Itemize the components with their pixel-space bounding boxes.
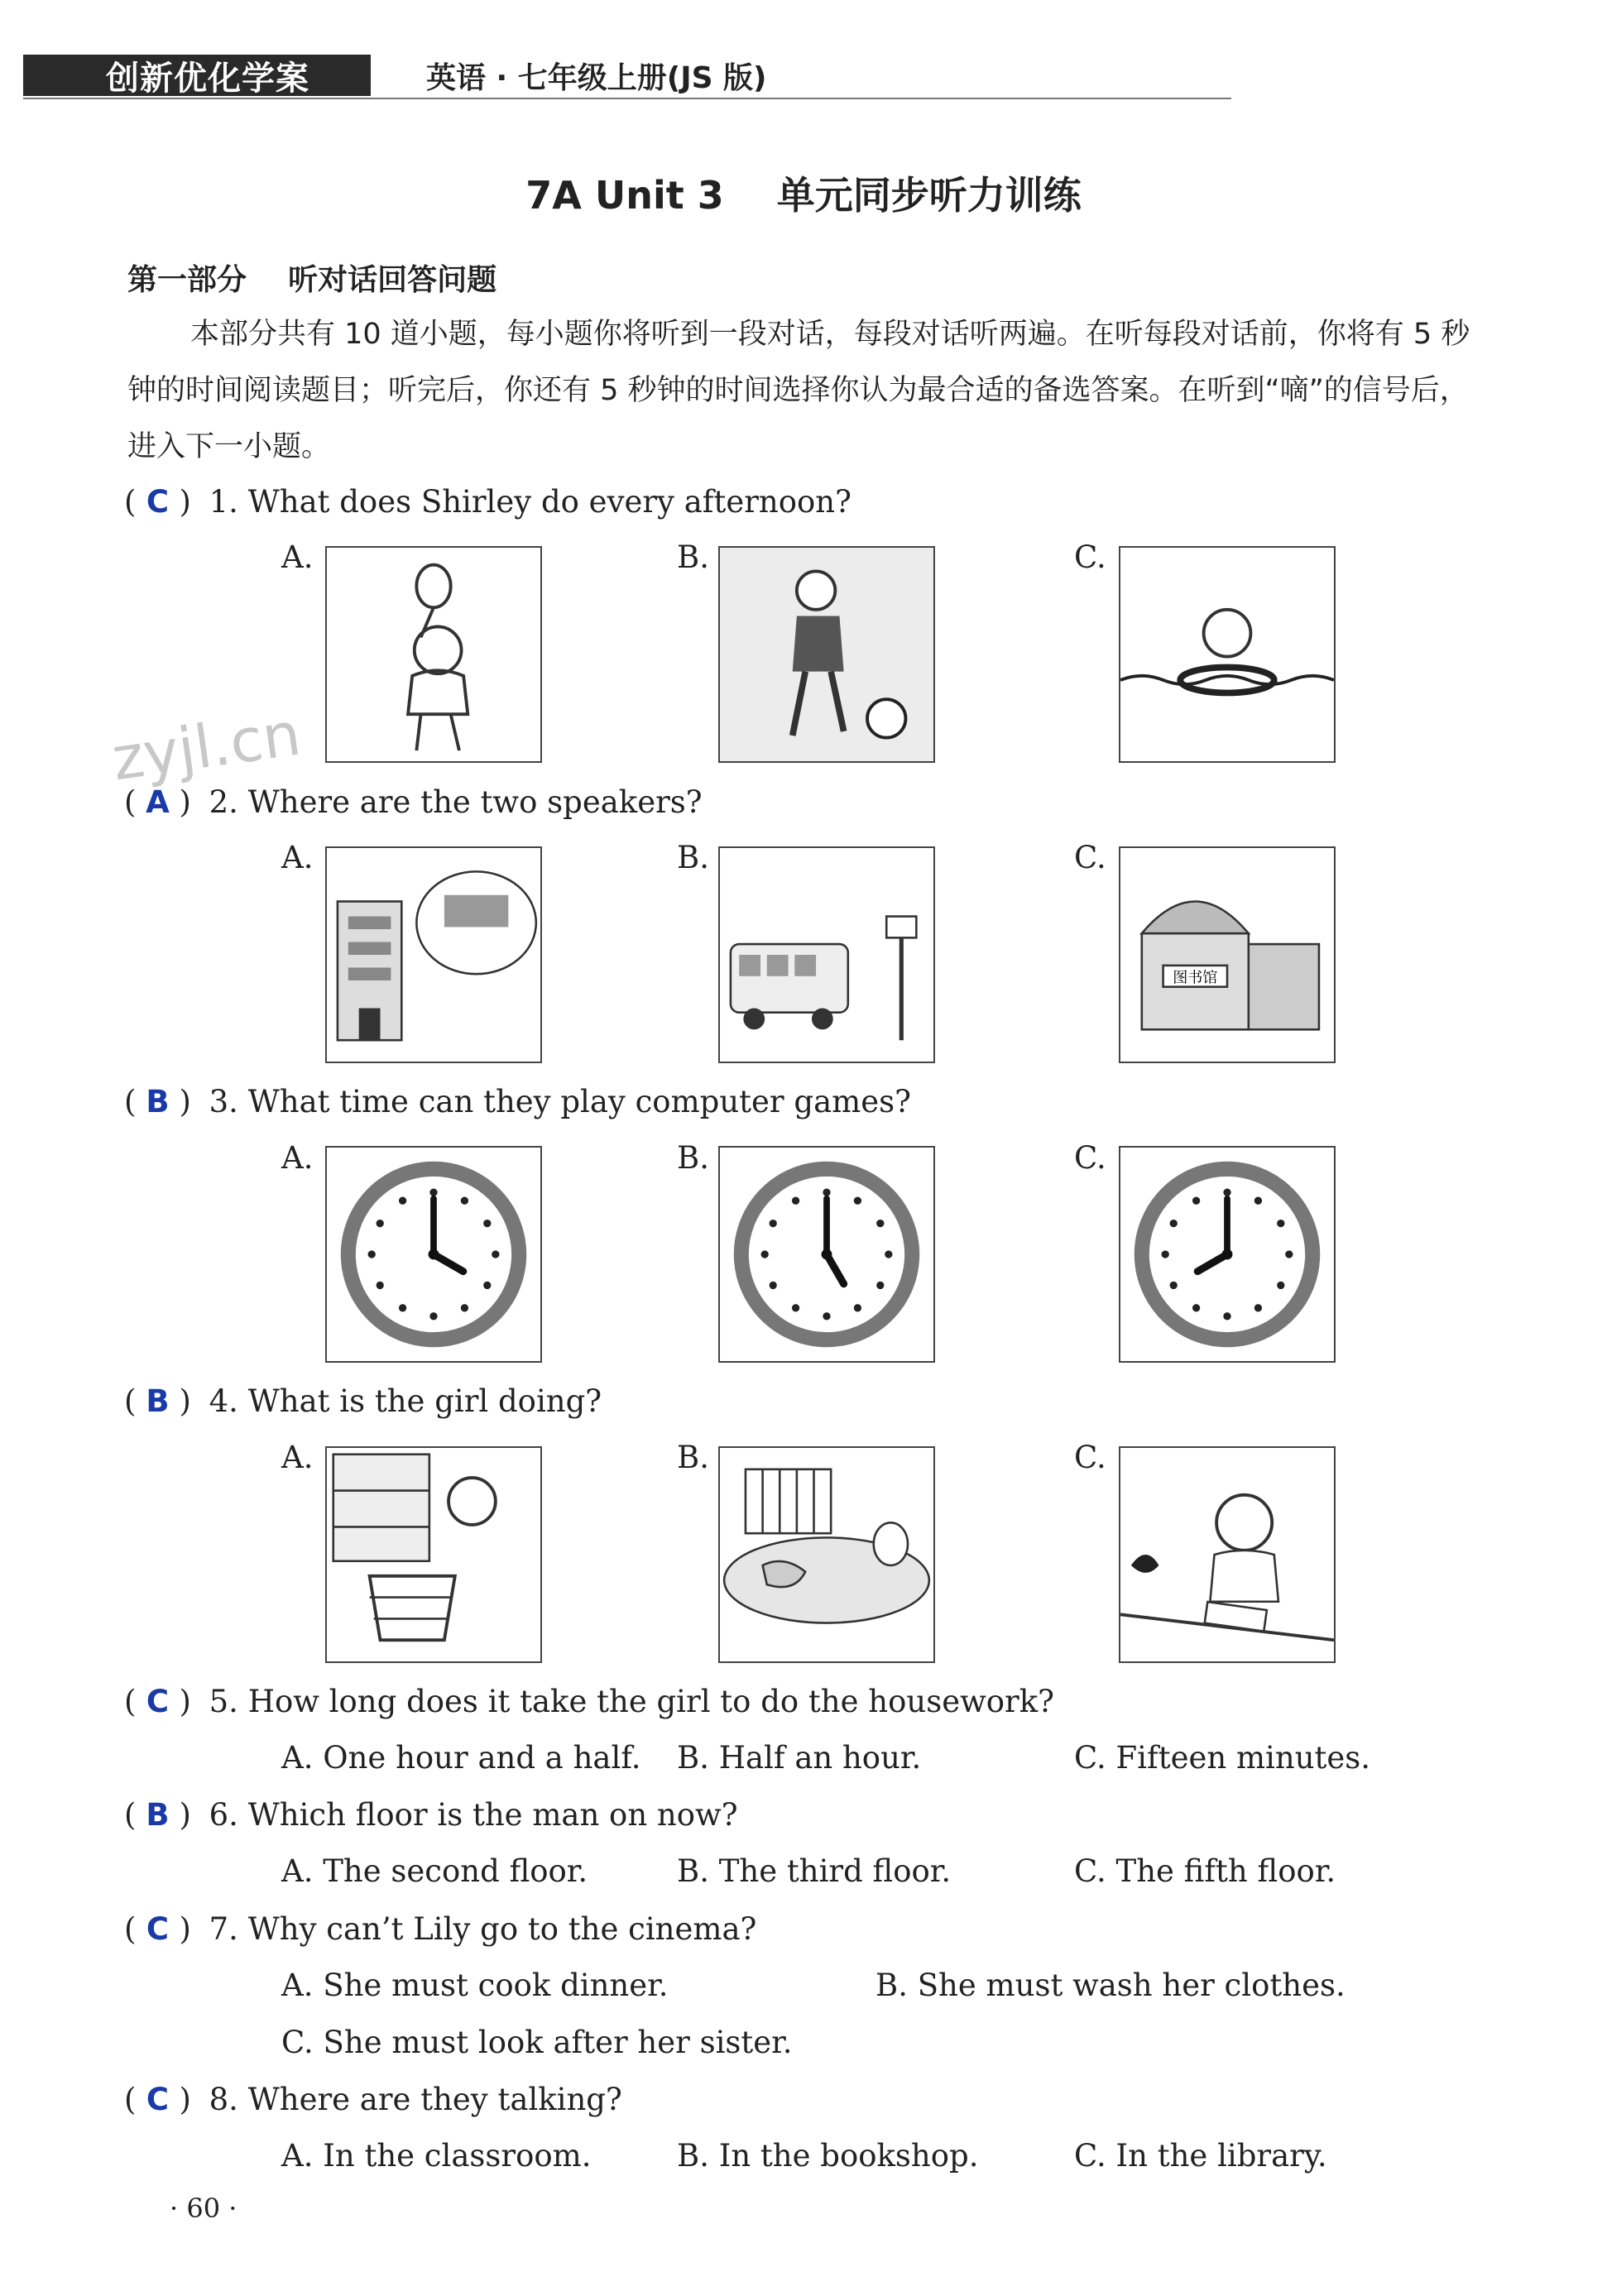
answer-mark: B [146,1383,170,1419]
question-stem: 5. How long does it take the girl to do the housework? [209,1684,1054,1719]
question-5: ( C ) 5. How long does it take the girl to do the housework? [124,1684,1054,1719]
part-heading: 第一部分 听对话回答问题 [127,263,497,297]
clock-tick [1170,1282,1178,1289]
clock-tick [1277,1282,1284,1289]
question-stem: 3. What time can they play computer games? [209,1084,911,1119]
clock-tick [377,1220,384,1227]
header-band [23,55,371,96]
answer-mark: B [146,1084,170,1119]
clock-tick [770,1220,777,1227]
clock-tick [854,1197,861,1205]
clock-tick [792,1304,799,1311]
page-number: · 60 · [170,2193,237,2224]
clock-tick [399,1197,406,1205]
option-a: A. In the classroom. [281,2138,592,2174]
question-stem: 6. Which floor is the man on now? [209,1797,738,1833]
clock-tick [1254,1304,1262,1311]
option-b: B. The third floor. [677,1853,952,1889]
clock-tick [1192,1304,1200,1311]
answer-mark: C [146,1911,170,1947]
option-c: C. In the library. [1074,2138,1327,2174]
clock-tick [429,1189,437,1196]
option-label: A. [281,1140,314,1176]
option-c: C. She must look after her sister. [281,2025,793,2060]
option-label: B. [677,840,709,875]
watermark: zyjl.cn [108,698,305,794]
question-8: ( C ) 8. Where are they talking? [124,2082,622,2117]
clock-tick [492,1250,499,1258]
clock-five-picture [718,1146,935,1363]
answer-mark: C [146,1684,170,1719]
header-divider [23,98,1231,99]
question-stem: 2. Where are the two speakers? [209,784,703,820]
clock-tick [761,1250,769,1258]
clock-tick [876,1282,884,1289]
option-label: A. [281,539,314,575]
clock-tick [885,1250,892,1258]
brand-title: 创新优化学案 [106,59,309,98]
question-stem: 8. Where are they talking? [209,2082,622,2117]
question-stem: 7. Why can’t Lily go to the cinema? [209,1911,757,1947]
bus-stop-picture [718,846,935,1063]
option-label: C. [1074,840,1106,875]
clock-tick [1192,1197,1200,1205]
option-a: A. One hour and a half. [281,1740,641,1776]
option-label: A. [281,1440,314,1475]
question-4: ( B ) 4. What is the girl doing? [124,1383,602,1419]
library-sign: 图书馆 [1173,969,1218,987]
clock-tick [1162,1250,1169,1258]
answer-mark: C [146,484,170,520]
question-7: ( C ) 7. Why can’t Lily go to the cinema? [124,1911,757,1947]
option-label: C. [1074,1140,1106,1176]
clock-tick [483,1282,491,1289]
clock-tick [1223,1189,1230,1196]
clock-tick [823,1312,830,1320]
option-c: C. Fifteen minutes. [1074,1740,1371,1776]
clock-tick [399,1304,406,1311]
option-label: A. [281,840,314,875]
option-c: C. The fifth floor. [1074,1853,1336,1889]
clock-tick [368,1250,376,1258]
option-label: B. [677,539,709,575]
option-b: B. Half an hour. [677,1740,922,1776]
clock-tick [876,1220,884,1227]
part-instructions: 本部分共有 10 道小题，每小题你将听到一段对话，每段对话听两遍。在听每段对话前，你将有 5 秒钟的时间阅读题目；听完后，你还有 5 秒钟的时间选择你认为最合适的备选答案。在听到“嘀”的信号后，进入下一小题。 [127,318,1470,463]
option-label: C. [1074,1440,1106,1475]
option-a: A. She must cook dinner. [281,1968,669,2003]
question-6: ( B ) 6. Which floor is the man on now? [124,1797,738,1833]
book-subtitle: 英语 · 七年级上册(JS 版) [426,61,767,95]
girl-reading-picture [1119,1446,1336,1663]
clock-tick [461,1197,468,1205]
question-3: ( B ) 3. What time can they play computer games? [124,1084,911,1119]
girl-tennis-picture [325,546,542,763]
clock-tick [770,1282,777,1289]
clock-tick [429,1312,437,1320]
clock-tick [377,1282,384,1289]
answer-mark: A [146,784,170,820]
option-label: C. [1074,539,1106,575]
clock-eight-picture [1119,1146,1336,1363]
clock-tick [1223,1312,1230,1320]
clock-tick [823,1189,830,1196]
answer-mark: C [146,2082,170,2117]
question-1: ( C ) 1. What does Shirley do every afternoon? [124,484,851,520]
question-2: ( A ) 2. Where are the two speakers? [124,784,703,820]
clock-tick [1285,1250,1293,1258]
library-picture [1119,846,1336,1063]
clock-tick [461,1304,468,1311]
answer-mark: B [146,1797,170,1833]
option-label: B. [677,1440,709,1475]
cleaning-table-picture [718,1446,935,1663]
option-b: B. In the bookshop. [677,2138,979,2174]
clock-tick [483,1220,491,1227]
option-b: B. She must wash her clothes. [875,1968,1346,2003]
option-label: B. [677,1140,709,1176]
question-stem: 4. What is the girl doing? [209,1383,602,1419]
clock-tick [1254,1197,1262,1205]
clock-tick [854,1304,861,1311]
girl-shopping-picture [325,1446,542,1663]
page-title: 7A Unit 3 单元同步听力训练 [525,173,1082,218]
clock-tick [1277,1220,1284,1227]
option-a: A. The second floor. [281,1853,588,1889]
clock-four-picture [325,1146,542,1363]
girl-football-picture [718,546,935,763]
clock-tick [1170,1220,1178,1227]
school-picture [325,846,542,1063]
clock-tick [792,1197,799,1205]
question-stem: 1. What does Shirley do every afternoon? [209,484,851,520]
girl-swimming-picture [1119,546,1336,763]
